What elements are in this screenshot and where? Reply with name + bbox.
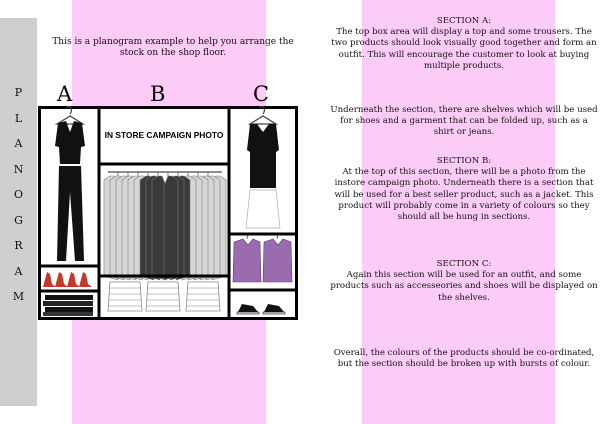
section-b-text	[330, 156, 598, 223]
section-c-letter: C	[253, 82, 270, 106]
vertical-letter: R	[14, 239, 23, 252]
vertical-letter: P	[14, 86, 23, 99]
section-a-body-2: Underneath the section, there are shelves which will be used for shoes and a garment that can be folded up, such as a shirt or jeans.	[330, 105, 598, 138]
vertical-letter: N	[13, 162, 24, 176]
overall-text	[330, 348, 598, 370]
vertical-title	[0, 80, 37, 310]
vertical-letter: O	[13, 188, 24, 201]
white-skirt	[246, 190, 280, 228]
section-a-shelves-text	[330, 105, 598, 139]
planogram-diagram	[38, 106, 298, 320]
section-b-body: At the top of this section, there will be a photo from the instore campaign photo. Underneath there is a section that will be used for a best seller product, such as a jacket. This product will probably come in a variety of colours so they should all be hung in sections.	[334, 167, 594, 223]
section-a-body: The top box area will display a top and some trousers. The two products should look visually good together and form an outfit. This will encourage the customer to look at buying multiple products.	[331, 27, 597, 71]
vertical-letter: A	[14, 264, 23, 278]
section-a-heading: SECTION A:	[436, 16, 492, 26]
vertical-letter: G	[14, 213, 23, 227]
overall-body: Overall, the colours of the products should be co-ordinated, but the section should be broken up with bursts of colour.	[333, 348, 595, 370]
folded-stacks-b	[108, 282, 220, 311]
section-c-heading: SECTION C:	[436, 259, 492, 269]
vertical-letter: A	[14, 137, 23, 150]
vertical-letter: M	[12, 290, 25, 303]
section-a-text	[330, 16, 598, 72]
black-vest-top	[247, 124, 279, 188]
campaign-photo-label: IN STORE CAMPAIGN PHOTO	[104, 130, 224, 140]
section-c-body: Again this section will be used for an outfit, and some products such as accesseories and shoes will be displayed on the shelves.	[330, 270, 598, 303]
section-b-letter: B	[150, 82, 166, 106]
section-c-text	[330, 259, 598, 304]
vertical-letter: L	[14, 111, 23, 125]
section-a-letter: A	[57, 82, 73, 106]
dark-jackets-centre	[140, 176, 190, 280]
intro-text: This is a planogram example to help you arrange the stock on the shop floor.	[52, 37, 294, 58]
folded-garments	[43, 295, 93, 316]
section-b-heading: SECTION B:	[436, 156, 492, 166]
vertical-title-bar	[0, 18, 37, 406]
